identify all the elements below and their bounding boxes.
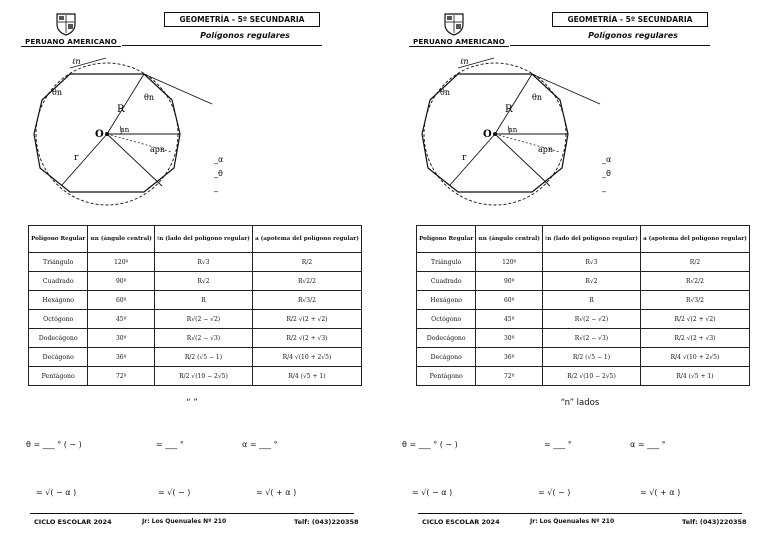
extended-side bbox=[532, 74, 600, 104]
formula-5: = √( − ) bbox=[538, 488, 571, 497]
table-cell: R/4 √(10 + 2√5) bbox=[640, 348, 749, 367]
key-item: _θ bbox=[214, 169, 223, 178]
table-row bbox=[417, 253, 750, 272]
table-row bbox=[417, 310, 750, 329]
table-cell: 30º bbox=[88, 329, 155, 348]
radius-R bbox=[107, 74, 144, 134]
table-cell: Dodecágono bbox=[417, 329, 476, 348]
table-row bbox=[29, 367, 362, 386]
table-header-row bbox=[29, 226, 362, 253]
side-label: ℓn bbox=[72, 57, 81, 66]
radius-r bbox=[62, 134, 107, 185]
table-cell: R√(2 − √3) bbox=[542, 329, 640, 348]
formula-4: = √( − α ) bbox=[412, 488, 453, 497]
table-row bbox=[29, 253, 362, 272]
radius-r bbox=[450, 134, 495, 185]
table-row bbox=[417, 348, 750, 367]
table-cell: R/2 √(10 − 2√5) bbox=[542, 367, 640, 386]
table-cell: Triángulo bbox=[29, 253, 88, 272]
table-cell: 60º bbox=[476, 291, 543, 310]
table-cell: R/2 √(2 + √2) bbox=[252, 310, 361, 329]
col-header: a (apotema del polígono regular) bbox=[252, 226, 361, 253]
table-cell: R√3/2 bbox=[640, 291, 749, 310]
col-header: Polígono Regular bbox=[29, 226, 88, 253]
table-row bbox=[29, 329, 362, 348]
R-label: R bbox=[505, 104, 513, 115]
table-cell: R/2 √(10 − 2√5) bbox=[154, 367, 252, 386]
r-label: r bbox=[462, 153, 467, 163]
table-cell: Decágono bbox=[29, 348, 88, 367]
R-label: R bbox=[117, 104, 125, 115]
formula-4: = √( − α ) bbox=[36, 488, 77, 497]
table-cell: 72º bbox=[88, 367, 155, 386]
note-text: “ ” bbox=[186, 398, 198, 408]
table-cell: Pentágono bbox=[29, 367, 88, 386]
theta-left-label: θn bbox=[52, 88, 62, 97]
table-cell: 90º bbox=[476, 272, 543, 291]
footer-rule bbox=[30, 513, 354, 514]
key-item: _ bbox=[602, 183, 606, 192]
center-label: O bbox=[95, 129, 104, 140]
r-label: r bbox=[74, 153, 79, 163]
table-row bbox=[417, 367, 750, 386]
table-cell: Triángulo bbox=[417, 253, 476, 272]
table-row bbox=[417, 291, 750, 310]
key-item: _α bbox=[214, 155, 224, 164]
col-header: αn (ángulo central) bbox=[476, 226, 543, 253]
key-item: _α bbox=[602, 155, 612, 164]
table-cell: Pentágono bbox=[417, 367, 476, 386]
table-cell: R√2 bbox=[542, 272, 640, 291]
table-cell: R/4 √(10 + 2√5) bbox=[252, 348, 361, 367]
topic-title: Polígonos regulares bbox=[588, 31, 678, 40]
table-row bbox=[417, 272, 750, 291]
polygon-table bbox=[28, 225, 362, 386]
col-header: ℓn (lado del polígono regular) bbox=[154, 226, 252, 253]
footer-rule bbox=[418, 513, 742, 514]
col-header: Polígono Regular bbox=[417, 226, 476, 253]
table-cell: 45º bbox=[88, 310, 155, 329]
figure-key-list bbox=[214, 153, 223, 195]
table-cell: R√(2 − √2) bbox=[154, 310, 252, 329]
table-cell: Cuadrado bbox=[29, 272, 88, 291]
radius-R bbox=[495, 74, 532, 134]
table-cell: R/2 bbox=[252, 253, 361, 272]
table-cell: 36º bbox=[476, 348, 543, 367]
school-logo bbox=[409, 10, 509, 46]
table-cell: 120º bbox=[88, 253, 155, 272]
table-cell: R√(2 − √3) bbox=[154, 329, 252, 348]
table-cell: 45º bbox=[476, 310, 543, 329]
formula-alpha: α = ___ ° bbox=[630, 440, 666, 449]
table-header-row bbox=[417, 226, 750, 253]
table-cell: R/2 bbox=[640, 253, 749, 272]
polygon-figure bbox=[22, 52, 222, 217]
theta-left-label: θn bbox=[440, 88, 450, 97]
worksheet-page-right bbox=[388, 0, 768, 543]
table-cell: 120º bbox=[476, 253, 543, 272]
subject-box: GEOMETRÍA - 5º SECUNDARIA bbox=[552, 12, 708, 27]
table-cell: R/4 (√5 + 1) bbox=[640, 367, 749, 386]
extended-side bbox=[144, 74, 212, 104]
formula-5: = √( − ) bbox=[158, 488, 191, 497]
table-row bbox=[29, 348, 362, 367]
school-name: PERUANO AMERICANO bbox=[409, 37, 509, 47]
footer-phone: Telf: (043)220358 bbox=[682, 518, 747, 526]
formula-2: = ___ ° bbox=[156, 440, 184, 449]
table-cell: R/2 (√5 − 1) bbox=[542, 348, 640, 367]
footer-cycle: CICLO ESCOLAR 2024 bbox=[34, 518, 112, 526]
subject-box: GEOMETRÍA - 5º SECUNDARIA bbox=[164, 12, 320, 27]
apothem-label: apn bbox=[538, 145, 554, 154]
school-shield-icon bbox=[55, 12, 77, 36]
table-cell: R√2/2 bbox=[640, 272, 749, 291]
header-rule bbox=[510, 45, 710, 46]
table-cell: Dodecágono bbox=[29, 329, 88, 348]
table-cell: R/2 √(2 + √3) bbox=[640, 329, 749, 348]
table-cell: R bbox=[154, 291, 252, 310]
table-row bbox=[29, 272, 362, 291]
table-cell: R√3 bbox=[154, 253, 252, 272]
topic-title: Polígonos regulares bbox=[200, 31, 290, 40]
table-cell: 30º bbox=[476, 329, 543, 348]
col-header: αn (ángulo central) bbox=[88, 226, 155, 253]
table-cell: Octógono bbox=[417, 310, 476, 329]
apothem-label: apn bbox=[150, 145, 166, 154]
table-row bbox=[29, 291, 362, 310]
theta-right-label: θn bbox=[144, 93, 154, 102]
alpha-label: αn bbox=[120, 126, 130, 134]
school-shield-icon bbox=[443, 12, 465, 36]
table-cell: R√3 bbox=[542, 253, 640, 272]
footer-phone: Telf: (043)220358 bbox=[294, 518, 359, 526]
col-header: ℓn (lado del polígono regular) bbox=[542, 226, 640, 253]
table-cell: 60º bbox=[88, 291, 155, 310]
school-logo bbox=[21, 10, 121, 46]
table-cell: Octógono bbox=[29, 310, 88, 329]
formula-2: = ___ ° bbox=[544, 440, 572, 449]
alpha-label: αn bbox=[508, 126, 518, 134]
table-cell: Hexágono bbox=[417, 291, 476, 310]
key-item: _θ bbox=[602, 169, 611, 178]
table-cell: Decágono bbox=[417, 348, 476, 367]
formula-theta: θ = ___ ° ( − ) bbox=[402, 440, 458, 449]
formula-theta: θ = ___ ° ( − ) bbox=[26, 440, 82, 449]
table-cell: R√3/2 bbox=[252, 291, 361, 310]
footer-address: Jr: Los Quenuales Nº 210 bbox=[142, 518, 227, 525]
header-rule bbox=[122, 45, 322, 46]
table-cell: R bbox=[542, 291, 640, 310]
side-label: ℓn bbox=[460, 57, 469, 66]
table-cell: R√2/2 bbox=[252, 272, 361, 291]
polygon-table bbox=[416, 225, 750, 386]
school-name: PERUANO AMERICANO bbox=[21, 37, 121, 47]
table-cell: R√2 bbox=[154, 272, 252, 291]
footer-address: Jr: Los Quenuales Nº 210 bbox=[530, 518, 615, 525]
formula-6: = √( + α ) bbox=[256, 488, 297, 497]
table-cell: Cuadrado bbox=[417, 272, 476, 291]
center-label: O bbox=[483, 129, 492, 140]
table-cell: 36º bbox=[88, 348, 155, 367]
table-cell: R/2 √(2 + √3) bbox=[252, 329, 361, 348]
table-cell: 72º bbox=[476, 367, 543, 386]
note-text: “n” lados bbox=[560, 398, 600, 408]
key-item: _ bbox=[214, 183, 218, 192]
table-row bbox=[29, 310, 362, 329]
table-cell: R/2 (√5 − 1) bbox=[154, 348, 252, 367]
table-cell: Hexágono bbox=[29, 291, 88, 310]
table-cell: R/4 (√5 + 1) bbox=[252, 367, 361, 386]
table-row bbox=[417, 329, 750, 348]
theta-right-label: θn bbox=[532, 93, 542, 102]
footer-cycle: CICLO ESCOLAR 2024 bbox=[422, 518, 500, 526]
table-cell: 90º bbox=[88, 272, 155, 291]
col-header: a (apotema del polígono regular) bbox=[640, 226, 749, 253]
table-cell: R/2 √(2 + √2) bbox=[640, 310, 749, 329]
table-cell: R√(2 − √2) bbox=[542, 310, 640, 329]
figure-key-list bbox=[602, 153, 611, 195]
formula-6: = √( + α ) bbox=[640, 488, 681, 497]
polygon-figure bbox=[410, 52, 610, 217]
formula-alpha: α = ___ ° bbox=[242, 440, 278, 449]
